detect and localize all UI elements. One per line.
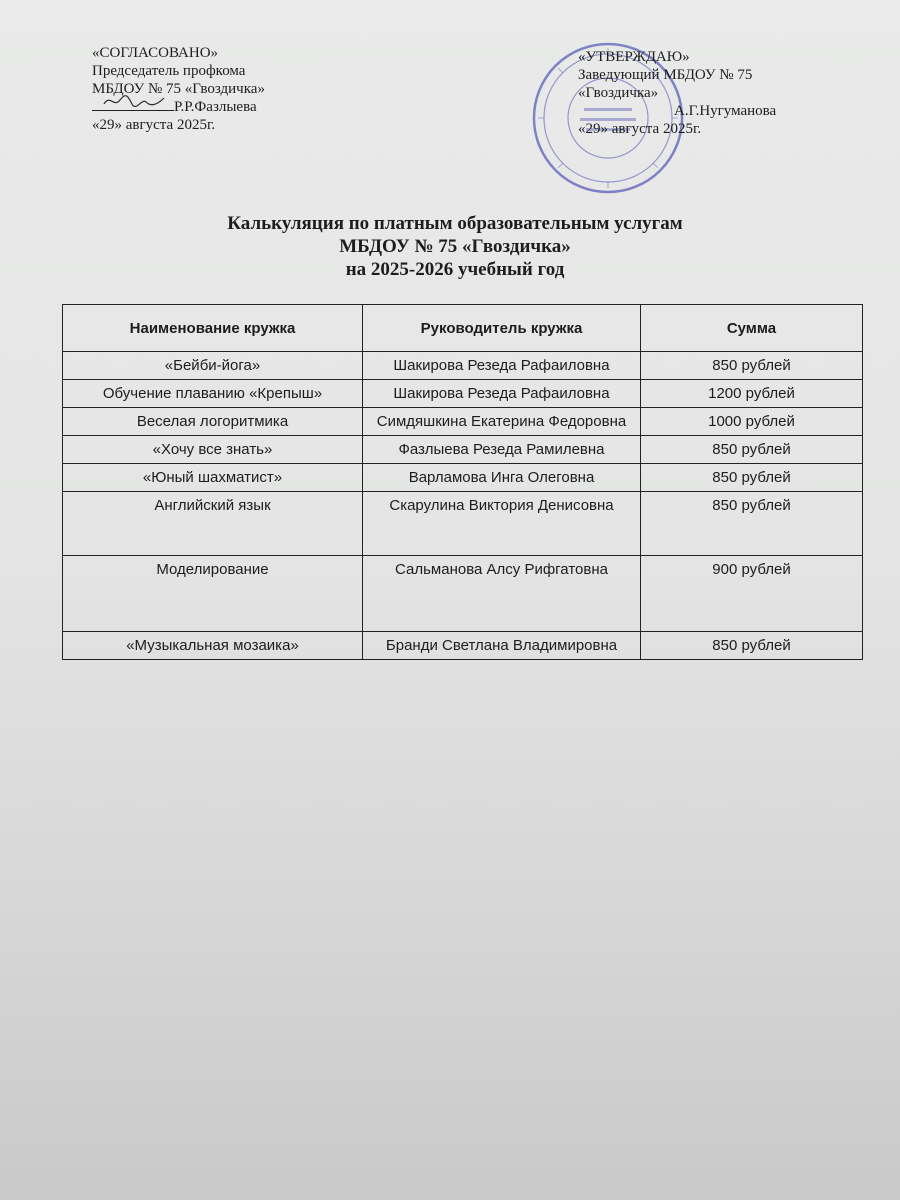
club-leader: Бранди Светлана Владимировна: [363, 632, 641, 660]
fees-table: [62, 304, 863, 660]
table-row: [63, 380, 863, 408]
approved-heading: «УТВЕРЖДАЮ»: [578, 49, 690, 65]
signature-line: [92, 98, 174, 111]
table-row: [63, 632, 863, 660]
club-name: «Музыкальная мозаика»: [63, 632, 363, 660]
club-leader: Шакирова Резеда Рафаиловна: [363, 352, 641, 380]
club-name: Обучение плаванию «Крепыш»: [63, 380, 363, 408]
agreed-signer: Р.Р.Фазлыева: [174, 99, 257, 115]
table-row: [63, 556, 863, 632]
table-header-row: [63, 305, 863, 352]
table-row: [63, 436, 863, 464]
approval-block-agreed: [92, 44, 392, 134]
title-line-2: МБДОУ № 75 «Гвоздичка»: [339, 236, 571, 257]
header-club-name: Наименование кружка: [63, 305, 363, 352]
handwritten-signature: [102, 92, 166, 110]
club-leader: Фазлыева Резеда Рамилевна: [363, 436, 641, 464]
club-sum: 850 рублей: [641, 464, 863, 492]
club-sum: 900 рублей: [641, 556, 863, 632]
table-row: [63, 492, 863, 556]
club-name: Веселая логоритмика: [63, 408, 363, 436]
table-row: [63, 464, 863, 492]
club-sum: 1200 рублей: [641, 380, 863, 408]
approved-date: «29» августа 2025г.: [578, 121, 702, 137]
club-leader: Сальманова Алсу Рифгатовна: [363, 556, 641, 632]
club-sum: 850 рублей: [641, 436, 863, 464]
club-leader: Варламова Инга Олеговна: [363, 464, 641, 492]
approved-organization: «Гвоздичка»: [578, 85, 659, 101]
club-sum: 850 рублей: [641, 352, 863, 380]
approval-block-approved: [578, 48, 878, 138]
club-name: Английский язык: [63, 492, 363, 556]
title-line-1: Калькуляция по платным образовательным услугам: [227, 213, 683, 234]
approved-signer: А.Г.Нугуманова: [674, 103, 777, 119]
agreed-date: «29» августа 2025г.: [92, 117, 216, 133]
club-name: «Бейби-йога»: [63, 352, 363, 380]
agreed-organization: МБДОУ № 75 «Гвоздичка»: [92, 81, 265, 97]
document-title: [0, 212, 900, 281]
club-leader: Шакирова Резеда Рафаиловна: [363, 380, 641, 408]
header-sum: Сумма: [641, 305, 863, 352]
header-leader: Руководитель кружка: [363, 305, 641, 352]
signature-line: [578, 103, 674, 115]
table-row: [63, 352, 863, 380]
agreed-heading: «СОГЛАСОВАНО»: [92, 45, 219, 61]
club-sum: 850 рублей: [641, 632, 863, 660]
approved-position: Заведующий МБДОУ № 75: [578, 67, 753, 83]
club-name: «Хочу все знать»: [63, 436, 363, 464]
agreed-position: Председатель профкома: [92, 63, 246, 79]
club-sum: 1000 рублей: [641, 408, 863, 436]
club-leader: Скарулина Виктория Денисовна: [363, 492, 641, 556]
club-leader: Симдяшкина Екатерина Федоровна: [363, 408, 641, 436]
title-line-3: на 2025-2026 учебный год: [345, 259, 565, 280]
club-name: «Юный шахматист»: [63, 464, 363, 492]
club-sum: 850 рублей: [641, 492, 863, 556]
club-name: Моделирование: [63, 556, 363, 632]
table-row: [63, 408, 863, 436]
